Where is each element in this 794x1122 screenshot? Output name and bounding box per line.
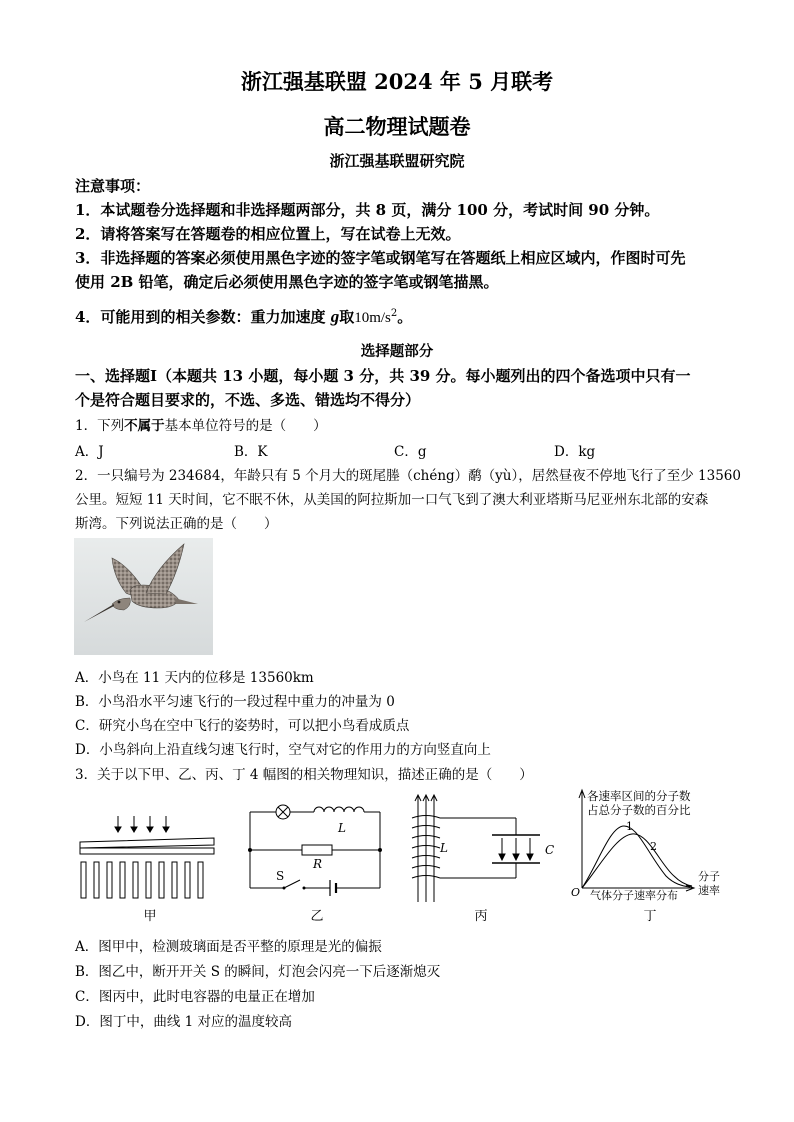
figure-yi-caption: 乙: [310, 909, 324, 924]
gravity-value: 10m/s: [354, 310, 391, 326]
bing-capacitor-label: C: [545, 843, 555, 857]
bing-inductor-label: L: [440, 841, 448, 855]
q2-stem-line2: 公里。短短 11 天时间，它不眠不休，从美国的阿拉斯加一口气飞到了澳大利亚塔斯马尼亚州东北部的安森: [75, 492, 709, 508]
figure-jia-wedge: [76, 810, 222, 900]
figure-ding-distribution: [568, 784, 728, 902]
notice-heading: 注意事项：: [75, 177, 151, 195]
q1-stem: [75, 414, 327, 434]
figure-yi-circuit: [246, 798, 388, 906]
q1-stem-suffix: 基本单位符号的是（ ）: [164, 418, 327, 434]
part1-instructions-line2: 个是符合题目要求的，不选、多选、错选均不得分）: [75, 391, 421, 409]
ding-curve1-label: 1: [626, 820, 633, 833]
q3-option-c: C．图丙中，此时电容器的电量正在增加: [75, 989, 315, 1005]
figure-bing-lc-circuit: [404, 790, 559, 906]
figure-jia-caption: 甲: [143, 909, 157, 924]
ding-xlabel-line1: 分子: [698, 870, 720, 883]
q1-option-b: B．K: [234, 444, 268, 460]
yi-inductor-label: L: [338, 821, 346, 835]
figure-ding-caption: 丁: [643, 909, 657, 924]
ding-xlabel-line2: 速率: [698, 884, 720, 897]
figure-bing-caption: 丙: [474, 909, 488, 924]
notice-item-3-line1: 3．非选择题的答案必须使用黑色字迹的签字笔或钢笔写在答题纸上相应区域内，作图时可先: [75, 249, 686, 267]
notice-item-4-end: 。: [397, 308, 413, 326]
q1-options: [75, 440, 755, 460]
ding-ylabel-line2: 占总分子数的百分比: [587, 803, 691, 817]
q1-option-c: C．g: [394, 444, 427, 460]
notice-item-4: [75, 306, 412, 327]
q3-option-d: D．图丁中，曲线 1 对应的温度较高: [75, 1014, 292, 1030]
gravity-exponent: 2: [390, 308, 398, 319]
notice-item-4-mid: 取: [339, 308, 355, 326]
ding-ylabel-line1: 各速率区间的分子数: [587, 789, 691, 803]
q1-stem-emphasis: 不属于: [124, 418, 165, 434]
paper-title: 高二物理试题卷: [323, 114, 471, 139]
q3-option-b: B．图乙中，断开开关 S 的瞬间，灯泡会闪亮一下后逐渐熄灭: [75, 964, 441, 980]
gravity-symbol: g: [330, 307, 340, 326]
ding-origin-label: O: [571, 886, 581, 899]
q2-option-b: B．小鸟沿水平匀速飞行的一段过程中重力的冲量为 0: [75, 694, 395, 710]
q1-option-a: A．J: [75, 444, 104, 460]
section-title: 选择题部分: [360, 343, 434, 360]
ding-curve2-label: 2: [650, 840, 657, 853]
q3-option-a: A．图甲中，检测玻璃面是否平整的原理是光的偏振: [75, 939, 382, 955]
q1-stem-prefix: 1．下列: [75, 418, 125, 434]
q1-option-d: D．kg: [554, 444, 596, 460]
ding-bottom-label: 气体分子速率分布: [590, 889, 678, 902]
part1-instructions-line1: 一、选择题Ⅰ（本题共 13 小题，每小题 3 分，共 39 分。每小题列出的四个备选项中只有一: [75, 367, 691, 385]
notice-item-3-line2: 使用 2B 铅笔，确定后必须使用黑色字迹的签字笔或钢笔描黑。: [75, 273, 499, 291]
q2-stem-line1: 2．一只编号为 234684，年龄只有 5 个月大的斑尾塍（chéng）鹬（yù），居然昼夜不停地飞行了至少 13560: [75, 468, 741, 484]
notice-item-1: 1．本试题卷分选择题和非选择题两部分，共 8 页，满分 100 分，考试时间 90 分钟。: [75, 201, 660, 219]
q3-stem: 3．关于以下甲、乙、丙、丁 4 幅图的相关物理知识，描述正确的是（ ）: [75, 767, 533, 783]
exam-title: 浙江强基联盟 2024 年 5 月联考: [240, 69, 554, 94]
organizer: 浙江强基联盟研究院: [329, 152, 465, 170]
q2-option-c: C．研究小鸟在空中飞行的姿势时，可以把小鸟看成质点: [75, 718, 410, 734]
yi-resistor-label: R: [313, 857, 323, 871]
q2-stem-line3: 斯湾。下列说法正确的是（ ）: [75, 516, 278, 532]
notice-item-4-prefix: 4．可能用到的相关参数：重力加速度: [75, 308, 326, 326]
q2-option-d: D．小鸟斜向上沿直线匀速飞行时，空气对它的作用力的方向竖直向上: [75, 742, 491, 758]
q2-option-a: A．小鸟在 11 天内的位移是 13560km: [75, 670, 314, 686]
bird-photo: [74, 538, 213, 655]
yi-switch-label: S: [276, 869, 285, 883]
notice-item-2: 2．请将答案写在答题卷的相应位置上，写在试卷上无效。: [75, 225, 461, 243]
